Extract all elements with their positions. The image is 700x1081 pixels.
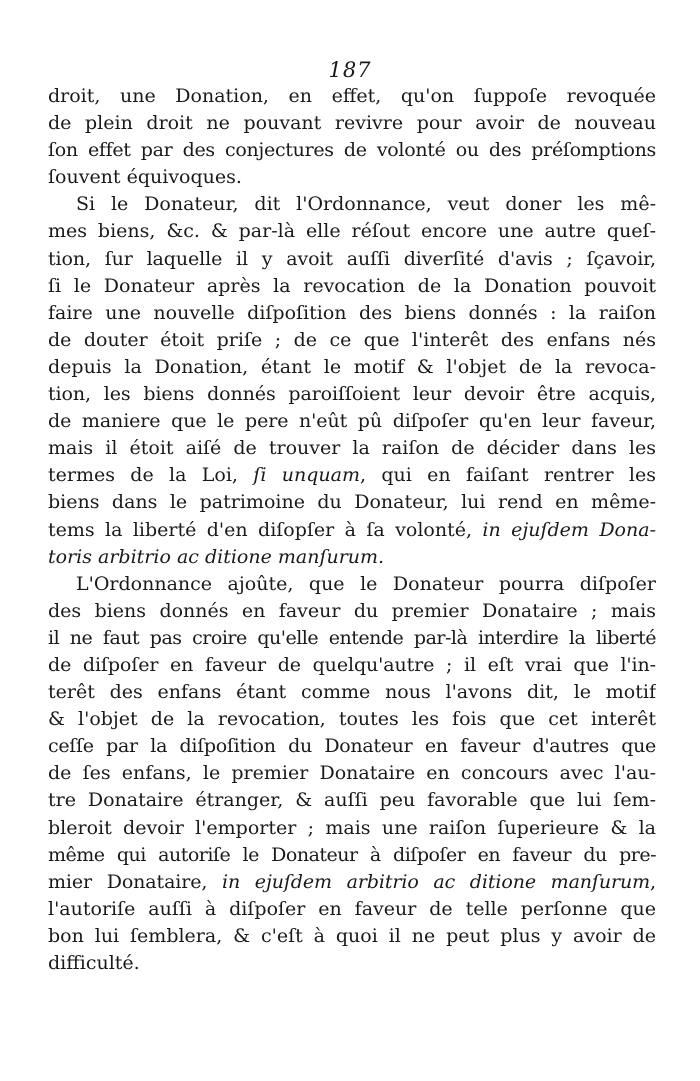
text-segment: de douter étoit priſe ; de ce que l'interêt des enfans nés (48, 328, 656, 351)
text-segment: des biens donnés en faveur du premier Donataire ; mais (48, 599, 656, 622)
text-segment: termes de la Loi, (48, 464, 254, 487)
text-segment: de plein droit ne pouvant revivre pour avoir de nouveau (48, 112, 656, 135)
text-line (48, 489, 656, 516)
text-segment: , qui en faiſant rentrer les (359, 464, 656, 487)
text-line (48, 652, 656, 679)
text-line (48, 408, 656, 435)
text-segment: de ſes enfans, le premier Donataire en concours avec l'au- (48, 762, 656, 785)
text-segment: difficulté. (48, 952, 140, 974)
text-segment: même qui autoriſe le Donateur à diſpoſer en faveur du pre- (48, 843, 656, 866)
text-line (48, 435, 656, 462)
text-segment: bon lui ſemblera, & c'eſt à quoi il ne peut plus y avoir de (48, 924, 656, 947)
text-segment: & l'objet de la revocation, toutes les fois que cet interêt (48, 708, 656, 731)
text-line (48, 246, 656, 273)
text-segment: ceſſe par la diſpoſition du Donateur en faveur d'autres que (48, 735, 656, 758)
text-line (48, 110, 656, 137)
text-segment: tems la liberté d'en diſopſer à ſa volonté, (48, 518, 483, 541)
italic-latin-quote: ſi unquam (253, 464, 360, 487)
text-line (48, 923, 656, 950)
text-segment: ſi le Donateur après la revocation de la Donation pouvoit (48, 274, 656, 297)
text-line (48, 300, 656, 327)
text-segment: biens dans le patrimoine du Donateur, lui rend en même- (48, 491, 656, 514)
text-segment: bleroit devoir l'emporter ; mais une raiſon ſuperieure & la (48, 816, 656, 839)
text-line (48, 896, 656, 923)
text-line (48, 760, 656, 787)
text-line (48, 950, 656, 977)
text-segment: tion, les biens donnés paroiſſoient leur devoir être acquis, (48, 383, 656, 406)
italic-latin-quote: in ejuſdem arbitrio ac ditione manſurum (222, 870, 651, 893)
text-segment: de diſpoſer en faveur de quelqu'autre ; il eſt vrai que l'in- (48, 653, 656, 676)
text-line (48, 815, 656, 842)
text-line (48, 381, 656, 408)
text-line (48, 733, 656, 760)
text-segment: mes biens, &c. & par-là elle réſout encore une autre queſ- (48, 220, 656, 243)
text-line (48, 83, 656, 110)
text-segment: tion, ſur laquelle il y avoit auſſi diverſité d'avis ; ſçavoir, (48, 247, 656, 270)
text-line (48, 544, 656, 571)
text-segment: tre Donataire étranger, & auſſi peu favorable que lui ſem- (48, 789, 656, 812)
text-segment: terêt des enfans étant comme nous l'avons dit, le motif (48, 681, 656, 704)
text-line (48, 679, 656, 706)
text-segment: l'autoriſe auſſi à diſpoſer en faveur de telle perſonne que (48, 897, 656, 920)
text-line (48, 164, 656, 191)
italic-latin-quote: toris arbitrio ac ditione manſurum. (48, 545, 385, 568)
text-segment: de maniere que le pere n'eût pû diſpoſer qu'en leur faveur, (48, 410, 656, 433)
text-line (48, 218, 656, 245)
text-segment: ſon effet par des conjectures de volonté ou des préſomptions (48, 139, 656, 162)
text-line (48, 787, 656, 814)
text-segment: ſouvent équivoques. (48, 166, 242, 189)
text-segment: droit, une Donation, en effet, qu'on ſuppoſe revoquée (48, 85, 656, 107)
text-segment: il ne faut pas croire qu'elle entende par-là interdire la liberté (48, 626, 656, 649)
text-line (48, 598, 656, 625)
text-line (48, 462, 656, 489)
text-segment: mier Donataire, (48, 870, 223, 893)
page-number: 187 (328, 58, 372, 82)
text-line (48, 842, 656, 869)
text-line (48, 571, 656, 598)
text-line (48, 191, 656, 218)
text-line (48, 706, 656, 733)
text-segment: faire une nouvelle diſpoſition des biens donnés : la raiſon (48, 301, 656, 324)
text-segment: mais il étoit aiſé de trouver la raiſon de décider dans les (48, 437, 656, 460)
text-line (48, 517, 656, 544)
text-line (48, 354, 656, 381)
text-line (48, 327, 656, 354)
text-segment: , (650, 870, 656, 893)
italic-latin-quote: in ejuſdem Dona- (482, 518, 656, 541)
text-line (48, 137, 656, 164)
body-text (48, 83, 656, 977)
text-line (48, 273, 656, 300)
text-segment: Si le Donateur, dit l'Ordonnance, veut doner les mê- (76, 193, 656, 216)
text-segment: L'Ordonnance ajoûte, que le Donateur pourra diſpoſer (76, 572, 656, 595)
text-line (48, 869, 656, 896)
text-line (48, 625, 656, 652)
text-segment: depuis la Donation, étant le motif & l'objet de la revoca- (48, 355, 656, 378)
